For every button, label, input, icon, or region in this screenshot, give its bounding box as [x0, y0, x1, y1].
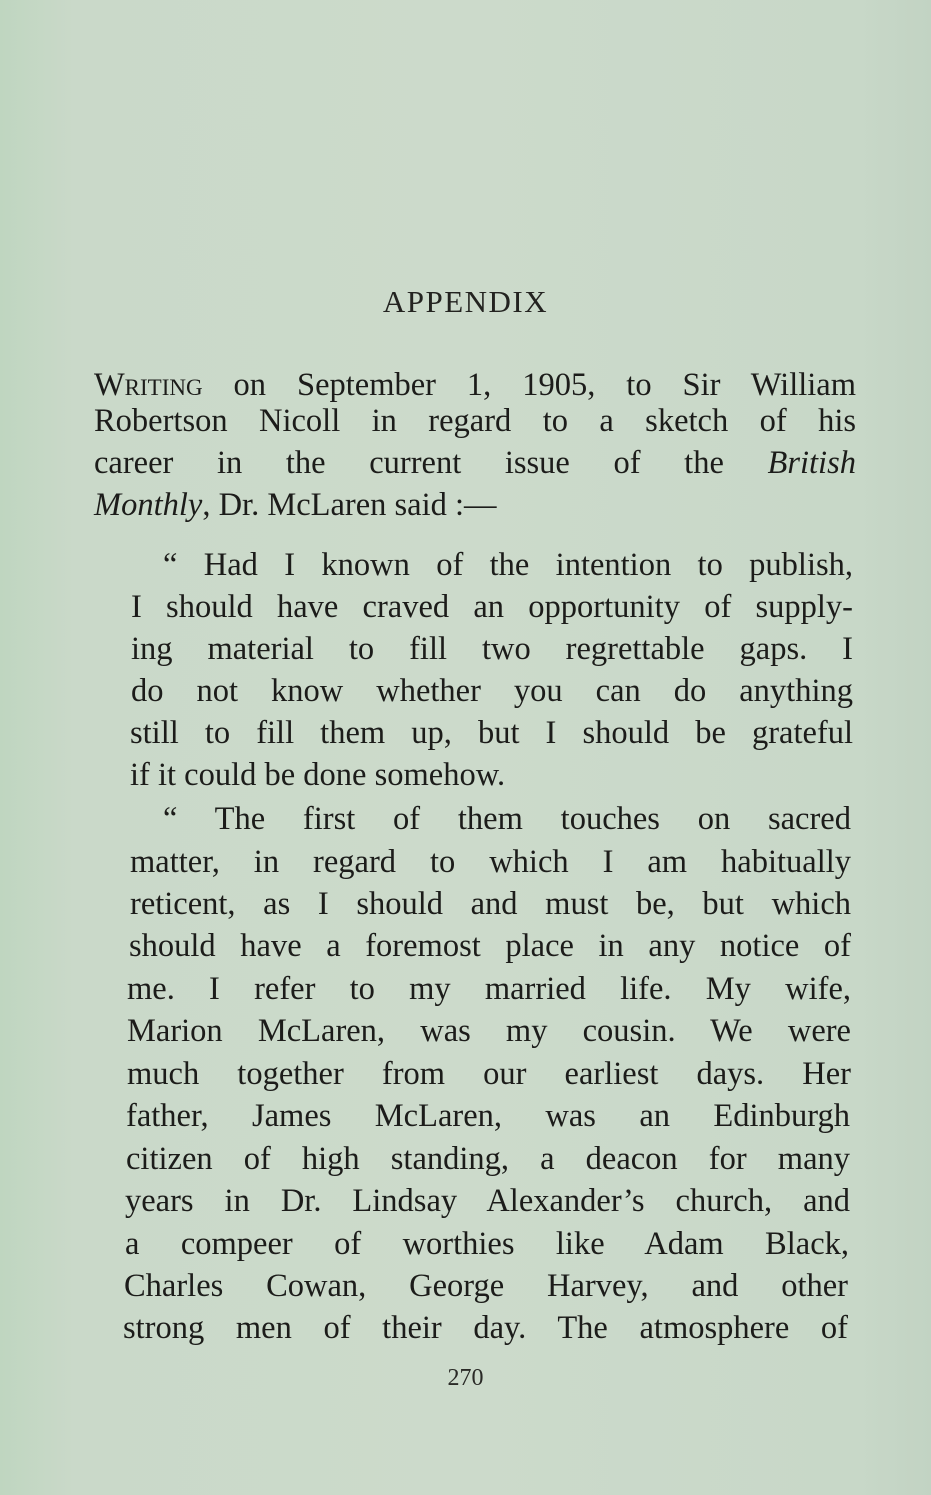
text-line: do not know whether you can do anything: [131, 673, 853, 709]
text-line: “ The first of them touches on sacred: [163, 801, 851, 837]
text-line: still to fill them up, but I should be grateful: [130, 715, 853, 751]
text-line: me. I refer to my married life. My wife,: [127, 971, 851, 1007]
text-line: much together from our earliest days. Her: [127, 1056, 851, 1092]
opening-small-caps: Writing: [94, 367, 203, 403]
text-line: reticent, as I should and must be, but which: [130, 886, 851, 922]
text-line: Charles Cowan, George Harvey, and other: [124, 1268, 848, 1304]
text-line: years in Dr. Lindsay Alexander’s church, and: [125, 1183, 850, 1219]
text-line: strong men of their day. The atmosphere of: [123, 1310, 848, 1346]
text-line: matter, in regard to which I am habitually: [130, 844, 851, 880]
text-line: Marion McLaren, was my cousin. We were: [127, 1013, 851, 1049]
text-line: Writing on September 1, 1905, to Sir William: [94, 367, 856, 403]
text-line: career in the current issue of the British: [94, 445, 856, 481]
text-line: citizen of high standing, a deacon for many: [126, 1141, 850, 1177]
text-line: a compeer of worthies like Adam Black,: [125, 1226, 849, 1262]
text-line: Monthly, Dr. McLaren said :—: [94, 487, 497, 523]
italic-title: British: [767, 445, 856, 481]
appendix-heading: APPENDIX: [382, 284, 549, 319]
text-line: “ Had I known of the intention to publish,: [163, 547, 853, 583]
text-line: father, James McLaren, was an Edinburgh: [126, 1098, 850, 1134]
text-line: if it could be done somehow.: [130, 757, 506, 793]
text-line: Robertson Nicoll in regard to a sketch of his: [94, 403, 856, 439]
italic-title: Monthly: [94, 487, 203, 523]
text-line: ing material to fill two regrettable gaps. I: [131, 631, 853, 667]
text-line: should have a foremost place in any notice of: [129, 928, 851, 964]
page-number: 270: [447, 1365, 484, 1391]
text-line: I should have craved an opportunity of supply-: [131, 589, 853, 625]
